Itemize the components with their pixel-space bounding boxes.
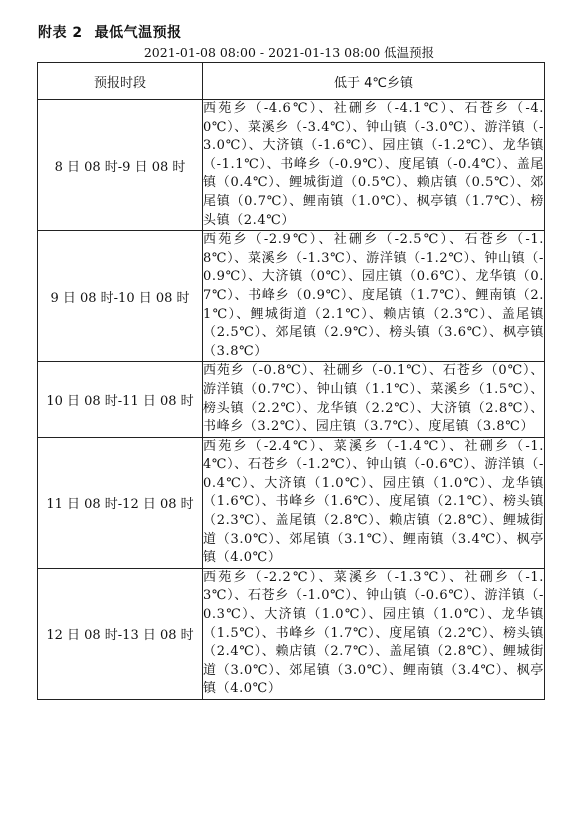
table-row [38, 437, 545, 568]
table-row [38, 568, 545, 699]
low-temperature-forecast-table [37, 62, 545, 700]
towns-temperature-cell: 西苑乡（-2.4℃）、菜溪乡（-1.4℃）、社硎乡（-1.4℃）、石苍乡（-1.2℃）、钟山镇（-0.6℃）、游洋镇（-0.4℃）、大济镇（1.0℃）、园庄镇（1.0℃）、龙华镇（1.6℃）、书峰乡（1.6℃）、度尾镇（2.1℃）、榜头镇（2.3℃）、盖尾镇（2.8℃）、赖店镇（2.8℃）、鲤城街道（3.0℃）、郊尾镇（3.1℃）、鲤南镇（3.4℃）、枫亭镇（4.0℃） [203, 437, 545, 568]
table-row [38, 362, 545, 437]
forecast-period-cell: 9 日 08 时-10 日 08 时 [38, 231, 203, 362]
towns-temperature-cell: 西苑乡（-2.2℃）、菜溪乡（-1.3℃）、社硎乡（-1.3℃）、石苍乡（-1.0℃）、钟山镇（-0.6℃）、游洋镇（-0.3℃）、大济镇（1.0℃）、园庄镇（1.0℃）、龙华镇（1.5℃）、书峰乡（1.7℃）、度尾镇（2.2℃）、榜头镇（2.4℃）、赖店镇（2.7℃）、盖尾镇（2.8℃）、鲤城街道（3.0℃）、郊尾镇（3.0℃）、鲤南镇（3.4℃）、枫亭镇（4.0℃） [203, 568, 545, 699]
forecast-period-subtitle: 2021-01-08 08:00 - 2021-01-13 08:00 低温预报 [143, 45, 435, 60]
forecast-period-cell: 8 日 08 时-9 日 08 时 [38, 100, 203, 231]
forecast-period-cell: 10 日 08 时-11 日 08 时 [38, 362, 203, 437]
header-forecast-period: 预报时段 [38, 63, 203, 100]
towns-temperature-cell: 西苑乡（-4.6℃）、社硎乡（-4.1℃）、石苍乡（-4.0℃）、菜溪乡（-3.4℃）、钟山镇（-3.0℃）、游洋镇（-3.0℃）、大济镇（-1.6℃）、园庄镇（-1.2℃）、龙华镇（-1.1℃）、书峰乡（-0.9℃）、度尾镇（-0.4℃）、盖尾镇（0.4℃）、鲤城街道（0.5℃）、赖店镇（0.5℃）、郊尾镇（0.7℃）、鲤南镇（1.0℃）、枫亭镇（1.7℃）、榜头镇（2.4℃） [203, 100, 545, 231]
towns-temperature-cell: 西苑乡（-2.9℃）、社硎乡（-2.5℃）、石苍乡（-1.8℃）、菜溪乡（-1.3℃）、游洋镇（-1.2℃）、钟山镇（-0.9℃）、大济镇（0℃）、园庄镇（0.6℃）、龙华镇（0.7℃）、书峰乡（0.9℃）、度尾镇（1.7℃）、鲤南镇（2.1℃）、鲤城街道（2.1℃）、赖店镇（2.3℃）、盖尾镇（2.5℃）、郊尾镇（2.9℃）、榜头镇（3.6℃）、枫亭镇（3.8℃） [203, 231, 545, 362]
towns-temperature-cell: 西苑乡（-0.8℃）、社硎乡（-0.1℃）、石苍乡（0℃）、游洋镇（0.7℃）、钟山镇（1.1℃）、菜溪乡（1.5℃）、榜头镇（2.2℃）、龙华镇（2.2℃）、大济镇（2.8℃）、书峰乡（3.2℃）、园庄镇（3.7℃）、度尾镇（3.8℃） [203, 362, 545, 437]
header-towns-below-4c: 低于 4℃乡镇 [203, 63, 545, 100]
table-row [38, 100, 545, 231]
forecast-period-cell: 11 日 08 时-12 日 08 时 [38, 437, 203, 568]
table-row [38, 231, 545, 362]
document-title [38, 22, 182, 42]
title-text: 最低气温预报 [94, 25, 182, 41]
title-label: 附表 2 [38, 25, 83, 41]
table-header-row [38, 63, 545, 100]
forecast-period-cell: 12 日 08 时-13 日 08 时 [38, 568, 203, 699]
